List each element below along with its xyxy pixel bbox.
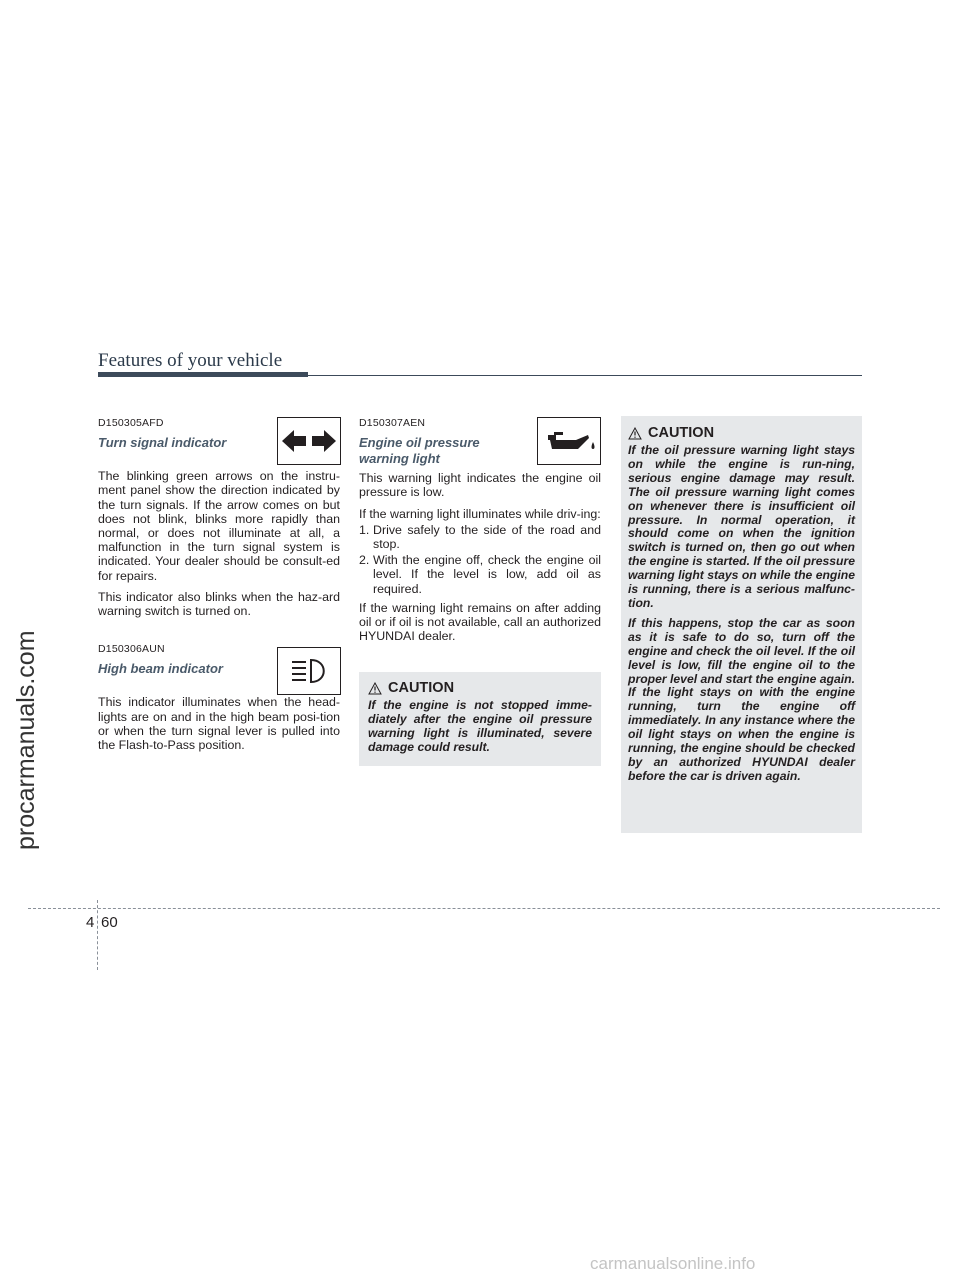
section-heading-high-beam: High beam indicator xyxy=(98,661,223,677)
side-watermark-text: procarmanuals.com xyxy=(12,630,40,850)
caution-title xyxy=(368,680,592,696)
heading-line: warning light xyxy=(359,451,440,467)
list-text: With the engine off, check the engine oil level. If the level is low, add oil as required. xyxy=(373,553,601,596)
page-number: 60 xyxy=(101,914,118,931)
warning-triangle-icon xyxy=(628,427,642,440)
list-number: 2. xyxy=(359,553,370,568)
oil-can-icon xyxy=(537,417,601,465)
caution-title xyxy=(628,425,855,441)
section-code: D150305AFD xyxy=(98,417,164,429)
bottom-watermark: carmanualsonline.info xyxy=(590,1254,756,1273)
footer-rule xyxy=(28,908,940,909)
section-code: D150307AEN xyxy=(359,417,426,429)
turn-signal-arrows-icon xyxy=(277,417,341,465)
high-beam-icon xyxy=(277,647,341,695)
turn-signal-paragraph: The blinking green arrows on the instru-ment panel show the direction indicated by the turn signals. If the arrow comes on but does not blink, blinks more rapidly than normal, or does not illuminate at all, a malfunction in the turn signal system is indicated. Your dealer should be consult-ed for repairs. xyxy=(98,469,340,583)
caution-box-large xyxy=(621,416,862,833)
oil-pressure-intro: If the warning light illuminates while driv-ing: xyxy=(359,506,601,521)
page-header-title: Features of your vehicle xyxy=(98,350,283,371)
section-code: D150306AUN xyxy=(98,643,165,656)
oil-pressure-steps xyxy=(359,523,601,596)
caution-text: If the oil pressure warning light stays on while the engine is run-ning, serious engine damage may result. The oil pressure warning light comes on whenever there is insufficient oil pressure. In normal operation, it should come on when the ignition switch is turned on, then go out when the engine is started. If the oil pressure warning light stays on while the engine is running, there is a serious malfunc-tion. xyxy=(628,443,855,610)
column-left xyxy=(98,416,340,759)
list-text: Drive safely to the side of the road and stop. xyxy=(373,522,601,552)
list-item xyxy=(359,523,601,551)
header-accent-bar xyxy=(98,372,308,377)
section-heading-turn-signal: Turn signal indicator xyxy=(98,435,227,451)
heading-line: Engine oil pressure xyxy=(359,435,480,451)
caution-label: CAUTION xyxy=(388,680,455,696)
oil-pressure-intro: This warning light indicates the engine oil pressure is low. xyxy=(359,471,601,500)
caution-text: If the engine is not stopped imme-diately after the engine oil pressure warning light is illuminated, severe damage could result. xyxy=(368,698,592,754)
warning-triangle-icon xyxy=(368,682,382,695)
section-number: 4 xyxy=(86,914,95,931)
list-number: 1. xyxy=(359,522,370,537)
side-watermark xyxy=(6,540,46,850)
caution-box-small xyxy=(359,672,601,766)
list-item xyxy=(359,553,601,596)
high-beam-paragraph: This indicator illuminates when the head-lights are on and in the high beam posi-tion or when the turn signal lever is pulled into the Flash-to-Pass position. xyxy=(98,695,340,753)
oil-pressure-outro: If the warning light remains on after adding oil or if oil is not available, call an authorized HYUNDAI dealer. xyxy=(359,600,601,644)
turn-signal-paragraph: This indicator also blinks when the haz-ard warning switch is turned on. xyxy=(98,589,340,619)
footer-divider xyxy=(97,900,98,970)
caution-label: CAUTION xyxy=(648,425,715,441)
caution-text: If this happens, stop the car as soon as it is safe to do so, turn off the engine and check the oil level. If the oil level is low, fill the engine oil to the proper level and start the engine again. If the light stays on with the engine running, turn the engine off immediately. In any instance where the oil light stays on when the engine is running, the engine should be checked by an authorized HYUNDAI dealer before the car is driven again. xyxy=(628,615,855,783)
